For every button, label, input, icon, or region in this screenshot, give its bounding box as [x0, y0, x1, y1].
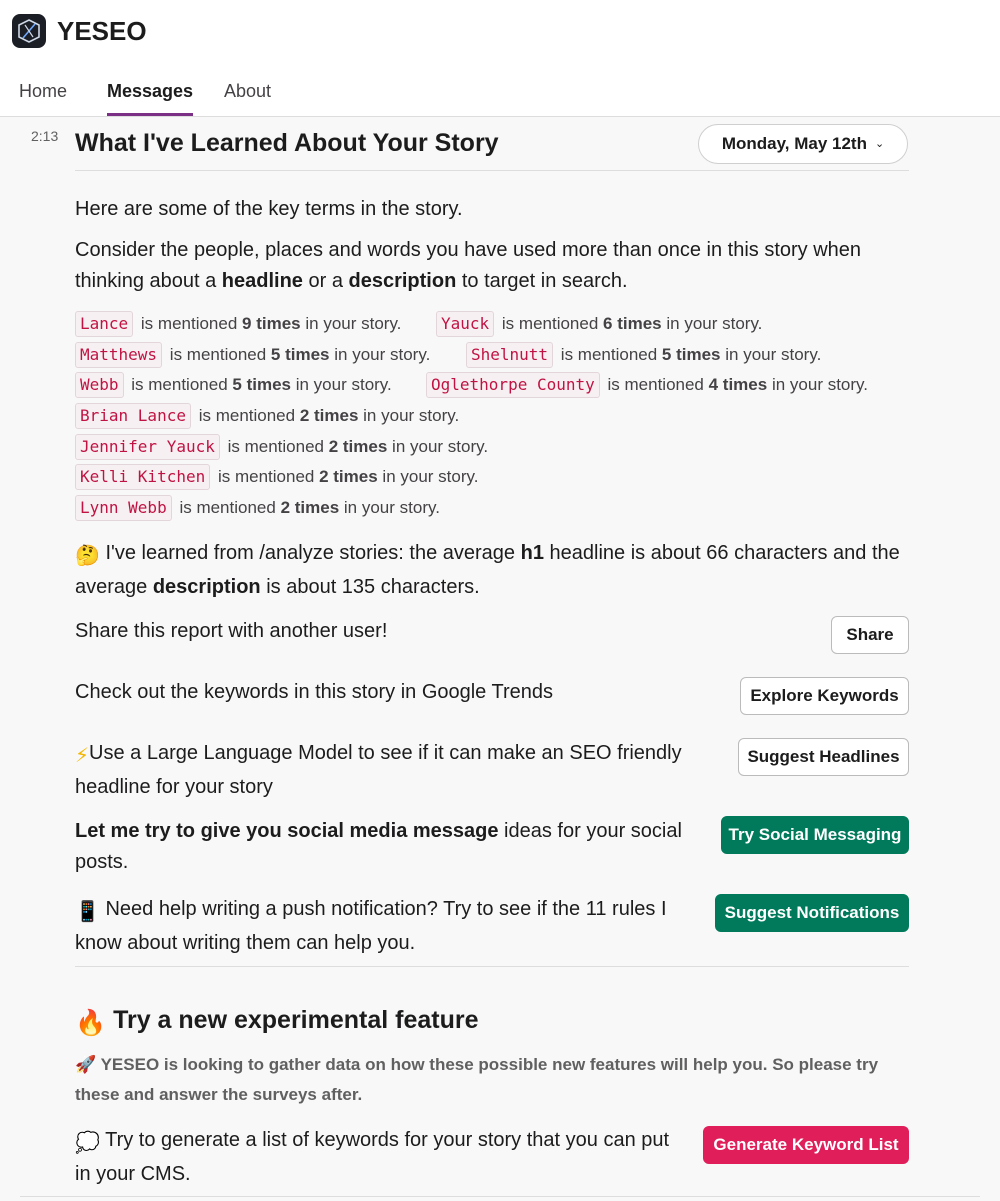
term-item: Shelnutt is mentioned 5 times in your story. [466, 342, 821, 368]
thinking-face-icon: 🤔 [75, 545, 100, 567]
term-item: Lynn Webb is mentioned 2 times in your story. [75, 495, 440, 521]
divider [75, 966, 909, 967]
divider [75, 170, 909, 171]
rocket-icon: 🚀 [75, 1055, 97, 1074]
share-text: Share this report with another user! [75, 620, 388, 642]
term-chip: Brian Lance [75, 403, 191, 429]
term-chip: Yauck [436, 311, 494, 337]
tab-about[interactable]: About [224, 81, 272, 101]
keywords-text: 💭 Try to generate a list of keywords for your story that you can put in your CMS. [75, 1129, 670, 1185]
mobile-phone-icon: 📱 [75, 901, 100, 923]
social-text: Let me try to give you social media message ideas for your social posts. [75, 820, 682, 873]
message-timestamp[interactable]: 2:13 [31, 128, 59, 144]
explore-keywords-button[interactable]: Explore Keywords [740, 677, 909, 715]
date-selector[interactable] [698, 124, 908, 164]
lightning-icon: ⚡ [75, 745, 90, 767]
app-title: YESEO [57, 16, 147, 46]
term-item: Webb is mentioned 5 times in your story. [75, 372, 392, 398]
intro-text: to target in search. [456, 270, 628, 292]
term-item: Jennifer Yauck is mentioned 2 times in your story. [75, 434, 488, 460]
tab-home[interactable]: Home [19, 81, 68, 101]
share-button[interactable]: Share [831, 616, 909, 654]
thought-balloon-icon: 💭 [75, 1132, 100, 1154]
term-chip: Lance [75, 311, 133, 337]
intro-consider [75, 235, 895, 297]
suggest-notifications-button[interactable]: Suggest Notifications [715, 894, 909, 932]
term-item: Oglethorpe County is mentioned 4 times in your story. [426, 372, 868, 398]
term-chip: Matthews [75, 342, 162, 368]
suggest-headlines-button[interactable]: Suggest Headlines [738, 738, 909, 776]
trends-text: Check out the keywords in this story in Google Trends [75, 681, 554, 703]
term-item: Brian Lance is mentioned 2 times in your story. [75, 403, 459, 429]
divider [20, 1196, 980, 1197]
term-item: Kelli Kitchen is mentioned 2 times in your story. [75, 464, 478, 490]
term-chip: Oglethorpe County [426, 372, 600, 398]
experimental-heading: 🔥 Try a new experimental feature [75, 1003, 479, 1040]
experimental-note: 🚀 YESEO is looking to gather data on how these possible new features will help you. So please try these and answer the surveys after. [75, 1055, 879, 1104]
intro-headline-bold: headline [221, 270, 303, 292]
tab-messages[interactable]: Messages [107, 78, 193, 116]
push-text: 📱 Need help writing a push notification? Try to see if the 11 rules I know about writing them can help you. [75, 898, 667, 954]
intro-description-bold: description [348, 270, 457, 292]
term-item: Lance is mentioned 9 times in your story. [75, 311, 401, 337]
intro-text: Consider the people, places and words you have used more than once in this story when thinking about a [75, 239, 862, 292]
top-bar [0, 0, 1000, 117]
intro-text: or a [302, 270, 349, 292]
yeseo-logo-icon [12, 14, 46, 48]
fire-icon: 🔥 [75, 1009, 107, 1037]
term-item: Matthews is mentioned 5 times in your story. [75, 342, 430, 368]
llm-text: ⚡Use a Large Language Model to see if it can make an SEO friendly headline for your story [75, 742, 682, 798]
chevron-down-icon: ⌄ [874, 138, 885, 150]
generate-keyword-list-button[interactable]: Generate Keyword List [703, 1126, 909, 1164]
term-chip: Shelnutt [466, 342, 553, 368]
term-chip: Jennifer Yauck [75, 434, 220, 460]
term-chip: Kelli Kitchen [75, 464, 210, 490]
analysis-text: 🤔 I've learned from /analyze stories: the average h1 headline is about 66 characters and the average description is about 135 characters. [75, 542, 900, 598]
date-label: Monday, May 12th [721, 134, 867, 153]
term-item: Yauck is mentioned 6 times in your story. [436, 311, 762, 337]
term-chip: Webb [75, 372, 124, 398]
try-social-messaging-button[interactable]: Try Social Messaging [721, 816, 909, 854]
term-chip: Lynn Webb [75, 495, 172, 521]
intro-line: Here are some of the key terms in the story. [75, 198, 463, 220]
message-title: What I've Learned About Your Story [75, 129, 499, 157]
